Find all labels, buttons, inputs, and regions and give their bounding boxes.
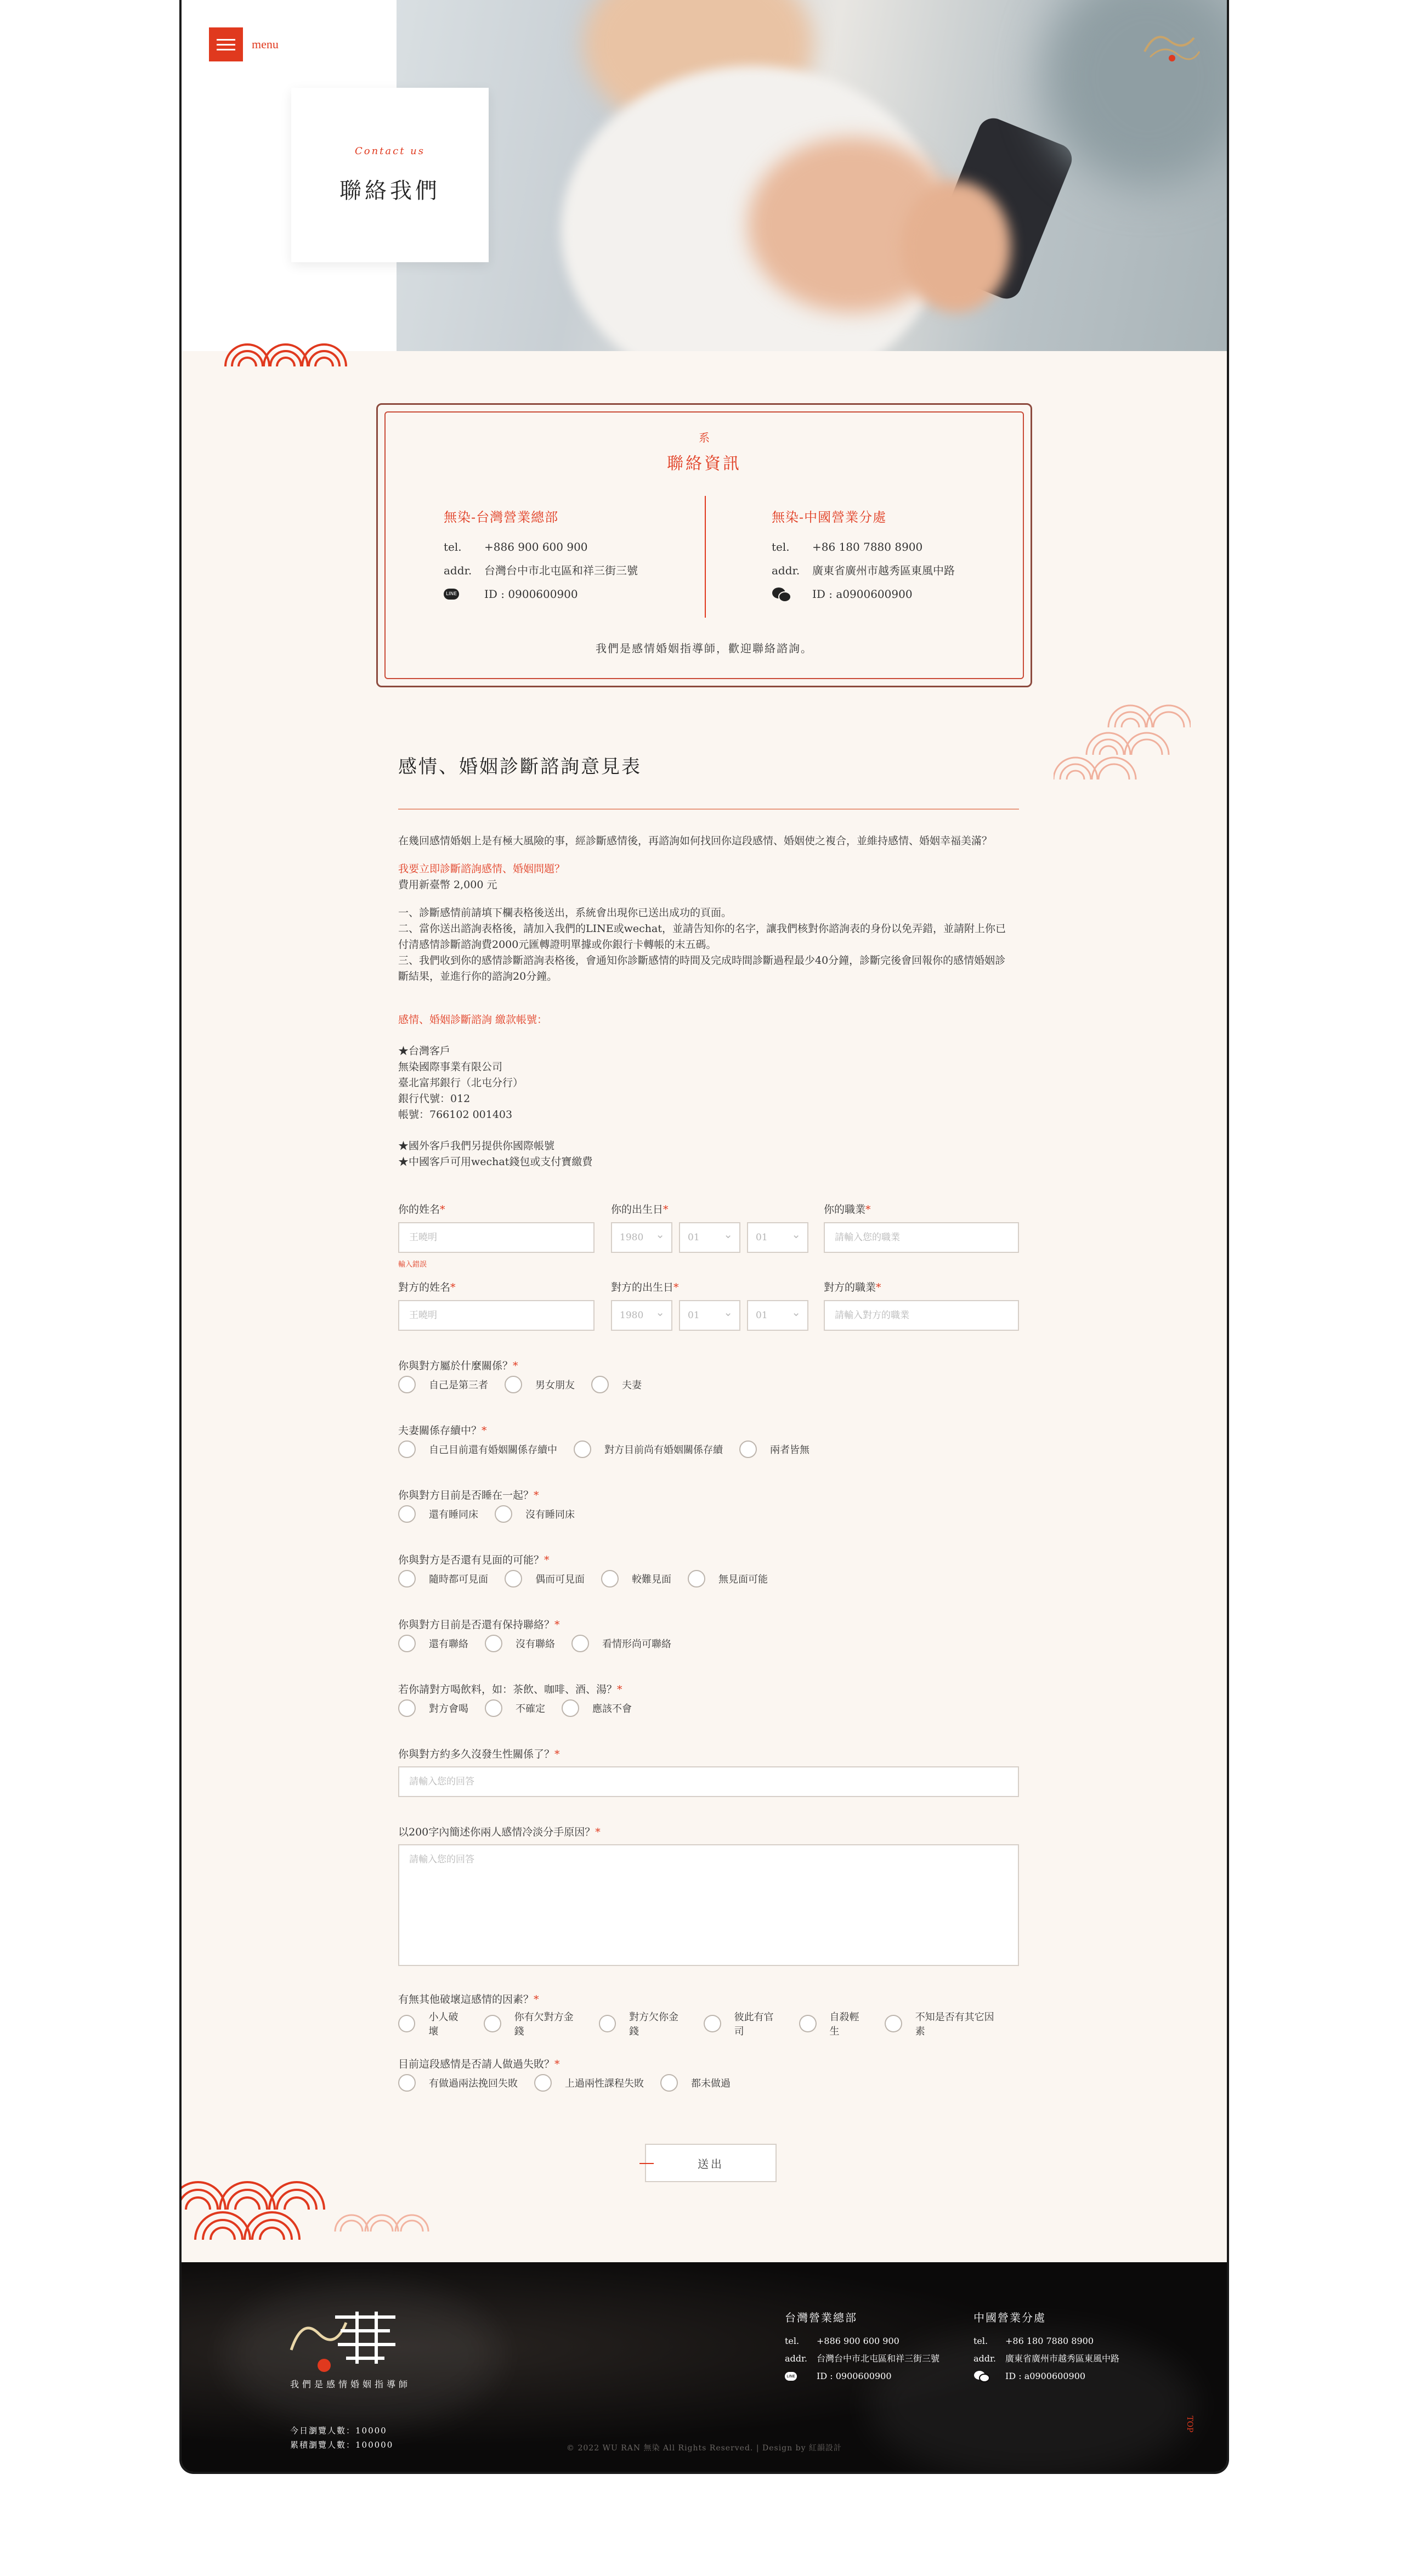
footer-taiwan-id: ID : 0900600900: [817, 2371, 892, 2381]
radio-circle[interactable]: [591, 1376, 609, 1393]
radio-option[interactable]: 有做過兩法挽回失敗: [398, 2074, 518, 2092]
footer: [182, 2262, 1227, 2474]
account-line: ★中國客戶可用wechat錢包或支付寶繳費: [398, 1156, 593, 1168]
addr-label: addr.: [444, 564, 472, 577]
brand-logo[interactable]: [1139, 24, 1205, 68]
footer-taiwan: [785, 2309, 939, 2385]
radio-circle[interactable]: [505, 1376, 522, 1393]
radio-option[interactable]: 偶而可見面: [505, 1570, 585, 1588]
contact-divider: [705, 496, 706, 618]
radio-circle[interactable]: [398, 1440, 416, 1458]
taiwan-title: 無染-台灣營業總部: [444, 510, 559, 525]
radio-option[interactable]: 還有聯絡: [398, 1635, 468, 1652]
other-name-label: 對方的姓名*: [398, 1281, 456, 1293]
radio-option[interactable]: 夫妻: [591, 1376, 642, 1393]
hero: [182, 0, 1227, 351]
q-relationship: 你與對方屬於什麼關係？*: [398, 1360, 518, 1372]
form-step-2-cont: 付清感情診斷諮詢費2000元匯轉證明單據或你銀行卡轉帳的末五碼。: [398, 939, 717, 951]
radio-option[interactable]: 較難見面: [601, 1570, 671, 1588]
radio-option[interactable]: 兩者皆無: [739, 1440, 809, 1458]
total-visits: 累積瀏覽人數：100000: [290, 2440, 394, 2450]
q-meet-possibility: 你與對方是否還有見面的可能？*: [398, 1554, 550, 1566]
q-relationship-options: [398, 1376, 658, 1393]
q-drinks: 若你請對方喝飲料，如：茶飲、咖啡、酒、湯？*: [398, 1684, 622, 1696]
radio-circle[interactable]: [398, 2074, 416, 2092]
contact-mark: 系: [699, 431, 710, 444]
q-contact-options: [398, 1635, 688, 1652]
taiwan-tel[interactable]: +886 900 600 900: [484, 540, 588, 553]
account-title: 感情、婚姻診斷諮詢 繳款帳號：: [398, 1014, 548, 1026]
q-keep-contact: 你與對方目前是否還有保持聯絡？*: [398, 1619, 560, 1631]
q-prior-attempts: 目前這段感情是否請人做過失敗？*: [398, 2058, 560, 2070]
q-other-factors: 有無其他破壞這感情的因素？*: [398, 1993, 539, 2006]
option-circle[interactable]: [599, 2015, 616, 2032]
radio-circle[interactable]: [571, 1635, 589, 1652]
form-fields: [398, 1201, 1019, 2189]
form-fee: 費用新臺幣 2,000 元: [398, 879, 497, 891]
radio-option[interactable]: 還有睡同床: [398, 1505, 478, 1523]
footer-china: [973, 2309, 1119, 2385]
radio-option[interactable]: 對方會喝: [398, 1699, 468, 1717]
q-prior-attempts-options: [398, 2074, 747, 2092]
china-wechat-id: ID : a0900600900: [812, 587, 913, 601]
checkbox-option[interactable]: 對方欠你金錢: [599, 2009, 688, 2038]
radio-circle[interactable]: [485, 1635, 502, 1652]
q-drinks-options: [398, 1699, 648, 1717]
footer-taiwan-title: 台灣營業總部: [785, 2311, 857, 2324]
option-circle[interactable]: [398, 2015, 415, 2032]
name-error-message: 輸入錯誤: [398, 1261, 427, 1269]
addr-label: addr.: [785, 2353, 807, 2364]
option-circle[interactable]: [484, 2015, 501, 2032]
radio-option[interactable]: 自己是第三者: [398, 1376, 488, 1393]
your-job-label: 你的職業*: [824, 1204, 871, 1216]
your-birth-year-select[interactable]: 1980 ⌄: [611, 1222, 672, 1253]
contact-info-box: [376, 403, 1032, 687]
radio-circle[interactable]: [534, 2074, 552, 2092]
radio-circle[interactable]: [398, 1570, 416, 1588]
option-circle[interactable]: [704, 2015, 721, 2032]
radio-circle[interactable]: [398, 1635, 416, 1652]
radio-option[interactable]: 不確定: [485, 1699, 545, 1717]
your-name-label: 你的姓名*: [398, 1204, 445, 1216]
radio-option[interactable]: 對方目前尚有婚姻關係存續: [574, 1440, 723, 1458]
tel-label: tel.: [973, 2336, 988, 2346]
form-divider: [398, 809, 1019, 810]
q-breakup-reason-textarea[interactable]: 請輸入您的回答: [398, 1844, 1019, 1966]
radio-option[interactable]: 無見面可能: [688, 1570, 768, 1588]
tel-label: tel.: [785, 2336, 800, 2346]
radio-option[interactable]: 看情形尚可聯絡: [571, 1635, 671, 1652]
footer-china-addr: 廣東省廣州市越秀區東風中路: [1005, 2353, 1120, 2364]
footer-taiwan-tel[interactable]: +886 900 600 900: [817, 2336, 899, 2346]
line-icon: LINE: [444, 589, 459, 600]
addr-label: addr.: [973, 2353, 996, 2364]
radio-circle[interactable]: [398, 1505, 416, 1523]
china-contact: [772, 506, 1013, 606]
footer-china-tel[interactable]: +86 180 7880 8900: [1005, 2336, 1094, 2346]
other-birth-day-select[interactable]: 01 ⌄: [747, 1300, 808, 1331]
account-line: 無染國際事業有限公司: [398, 1061, 503, 1073]
radio-option[interactable]: 隨時都可見面: [398, 1570, 488, 1588]
consultation-form: [398, 752, 1019, 1170]
footer-taiwan-addr: 台灣台中市北屯區和祥三街三號: [817, 2353, 940, 2364]
copyright: © 2022 WU RAN 無染 All Rights Reserved. | Design by 紅韻設計: [567, 2444, 842, 2453]
china-addr: 廣東省廣州市越秀區東風中路: [812, 564, 955, 577]
radio-option[interactable]: 自己目前還有婚姻關係存續中: [398, 1440, 557, 1458]
today-visits: 今日瀏覽人數：10000: [290, 2426, 387, 2436]
form-intro: 在幾回感情婚姻上是有極大風險的事，經診斷感情後，再諮詢如何找回你這段感情、婚姻使之複合，並維持感情、婚姻幸福美滿？: [398, 835, 993, 847]
your-birth-month-select[interactable]: 01 ⌄: [679, 1222, 740, 1253]
wave-pattern-decoration: [220, 328, 352, 372]
your-birth-day-select[interactable]: 01 ⌄: [747, 1222, 808, 1253]
form-step-1: 一、診斷感情前請填下欄表格後送出，系統會出現你已送出成功的頁面。: [398, 907, 732, 919]
other-birth-month-select[interactable]: 01 ⌄: [679, 1300, 740, 1331]
checkbox-option[interactable]: 彼此有官司: [704, 2009, 783, 2038]
account-line: 銀行代號：012: [398, 1093, 471, 1105]
china-tel[interactable]: +86 180 7880 8900: [812, 540, 923, 553]
addr-label: addr.: [772, 564, 800, 577]
contact-title: 聯絡資訊: [667, 454, 741, 473]
taiwan-addr: 台灣台中市北屯區和祥三街三號: [484, 564, 638, 577]
hero-photo: [397, 0, 1227, 351]
radio-option[interactable]: 都未做過: [660, 2074, 731, 2092]
taiwan-line-id: ID : 0900600900: [484, 587, 578, 601]
account-line: ★台灣客戶: [398, 1045, 451, 1057]
checkbox-option[interactable]: 小人破壞: [398, 2009, 467, 2038]
form-step-2: 二、當你送出諮詢表格後，請加入我們的LINE或wechat，並請告知你的名字，讓我們核對你諮詢表的身份以免弄錯，並請附上你已: [398, 923, 1006, 935]
radio-circle[interactable]: [398, 1376, 416, 1393]
back-to-top-link[interactable]: TOP: [1185, 2416, 1194, 2433]
other-job-label: 對方的職業*: [824, 1281, 881, 1293]
taiwan-contact: [444, 506, 685, 606]
radio-circle[interactable]: [495, 1505, 512, 1523]
radio-circle[interactable]: [739, 1440, 757, 1458]
contact-note: 我們是感情婚姻指導師，歡迎聯絡諮詢。: [596, 642, 813, 655]
form-step-3: 三、我們收到你的感情診斷諮詢表格後，會通知你診斷感情的時間及完成時間診斷過程最少40分鐘，診斷完後會回報你的感情婚姻診: [398, 954, 1006, 967]
checkbox-option[interactable]: 自殺輕生: [799, 2009, 868, 2038]
page-title-en: Contact us: [354, 145, 426, 157]
account-line: ★國外客戶我們另提供你國際帳號: [398, 1140, 555, 1152]
footer-brand-logo[interactable]: [286, 2301, 406, 2377]
footer-china-id: ID : a0900600900: [1005, 2371, 1086, 2381]
other-job-input[interactable]: 請輸入對方的職業: [824, 1300, 1019, 1331]
q-meet-options: [398, 1570, 784, 1588]
account-line: 臺北富邦銀行（北屯分行）: [398, 1077, 524, 1089]
q-marriage-status: 夫妻關係存續中？*: [398, 1425, 487, 1437]
wechat-icon: [973, 2370, 990, 2382]
radio-circle[interactable]: [601, 1570, 619, 1588]
q-other-factors-options: [398, 2009, 1019, 2038]
tel-label: tel.: [444, 540, 462, 553]
q-sleep-options: [398, 1505, 591, 1523]
menu-button[interactable]: [209, 27, 243, 61]
your-job-input[interactable]: 請輸入您的職業: [824, 1222, 1019, 1253]
menu-label[interactable]: menu: [252, 37, 279, 51]
radio-circle[interactable]: [688, 1570, 705, 1588]
other-birth-year-select[interactable]: 1980 ⌄: [611, 1300, 672, 1331]
radio-circle[interactable]: [485, 1699, 502, 1717]
wechat-icon: [772, 587, 791, 602]
line-icon: LINE: [785, 2372, 797, 2381]
page-title: 聯絡我們: [339, 178, 440, 204]
footer-slogan: 我們是感情婚姻指導師: [290, 2379, 411, 2389]
submit-button[interactable]: 送出: [645, 2144, 777, 2182]
option-circle[interactable]: [885, 2015, 902, 2032]
form-title: 感情、婚姻診斷諮詢意見表: [398, 756, 642, 778]
radio-circle[interactable]: [562, 1699, 579, 1717]
footer-china-title: 中國營業分處: [973, 2311, 1046, 2324]
form-step-3-cont: 斷結果，並進行你的諮詢20分鐘。: [398, 970, 558, 982]
form-cta: 我要立即診斷諮詢感情、婚姻問題？: [398, 863, 565, 875]
radio-circle[interactable]: [574, 1440, 591, 1458]
other-name-input[interactable]: 王曉明: [398, 1300, 595, 1331]
radio-option[interactable]: 應該不會: [562, 1699, 632, 1717]
q-last-intimacy-input[interactable]: 請輸入您的回答: [398, 1766, 1019, 1797]
page-frame: [179, 0, 1229, 2474]
radio-option[interactable]: 上過兩性課程失敗: [534, 2074, 644, 2092]
radio-circle[interactable]: [398, 1699, 416, 1717]
checkbox-option[interactable]: 你有欠對方金錢: [484, 2009, 582, 2038]
radio-option[interactable]: 沒有聯絡: [485, 1635, 555, 1652]
q-breakup-reason: 以200字內簡述你兩人感情冷淡分手原因？*: [398, 1826, 601, 1838]
your-birth-label: 你的出生日*: [611, 1204, 669, 1216]
account-line: 帳號：766102 001403: [398, 1109, 513, 1121]
page-title-card: [291, 88, 489, 262]
wave-pattern-decoration: [182, 2177, 439, 2264]
wave-pattern-decoration: [1054, 700, 1191, 782]
radio-circle[interactable]: [505, 1570, 522, 1588]
your-name-input[interactable]: 王曉明: [398, 1222, 595, 1253]
tel-label: tel.: [772, 540, 790, 553]
radio-circle[interactable]: [660, 2074, 678, 2092]
option-circle[interactable]: [799, 2015, 816, 2032]
radio-option[interactable]: 沒有睡同床: [495, 1505, 575, 1523]
radio-option[interactable]: 男女朋友: [505, 1376, 575, 1393]
q-sleep-together: 你與對方目前是否睡在一起？*: [398, 1489, 539, 1501]
q-last-intimacy: 你與對方約多久沒發生性關係了？*: [398, 1748, 560, 1760]
q-marriage-options: [398, 1440, 826, 1458]
checkbox-option[interactable]: 不知是否有其它因素: [885, 2009, 1003, 2038]
other-birth-label: 對方的出生日*: [611, 1281, 679, 1293]
china-title: 無染-中國營業分處: [772, 510, 887, 525]
